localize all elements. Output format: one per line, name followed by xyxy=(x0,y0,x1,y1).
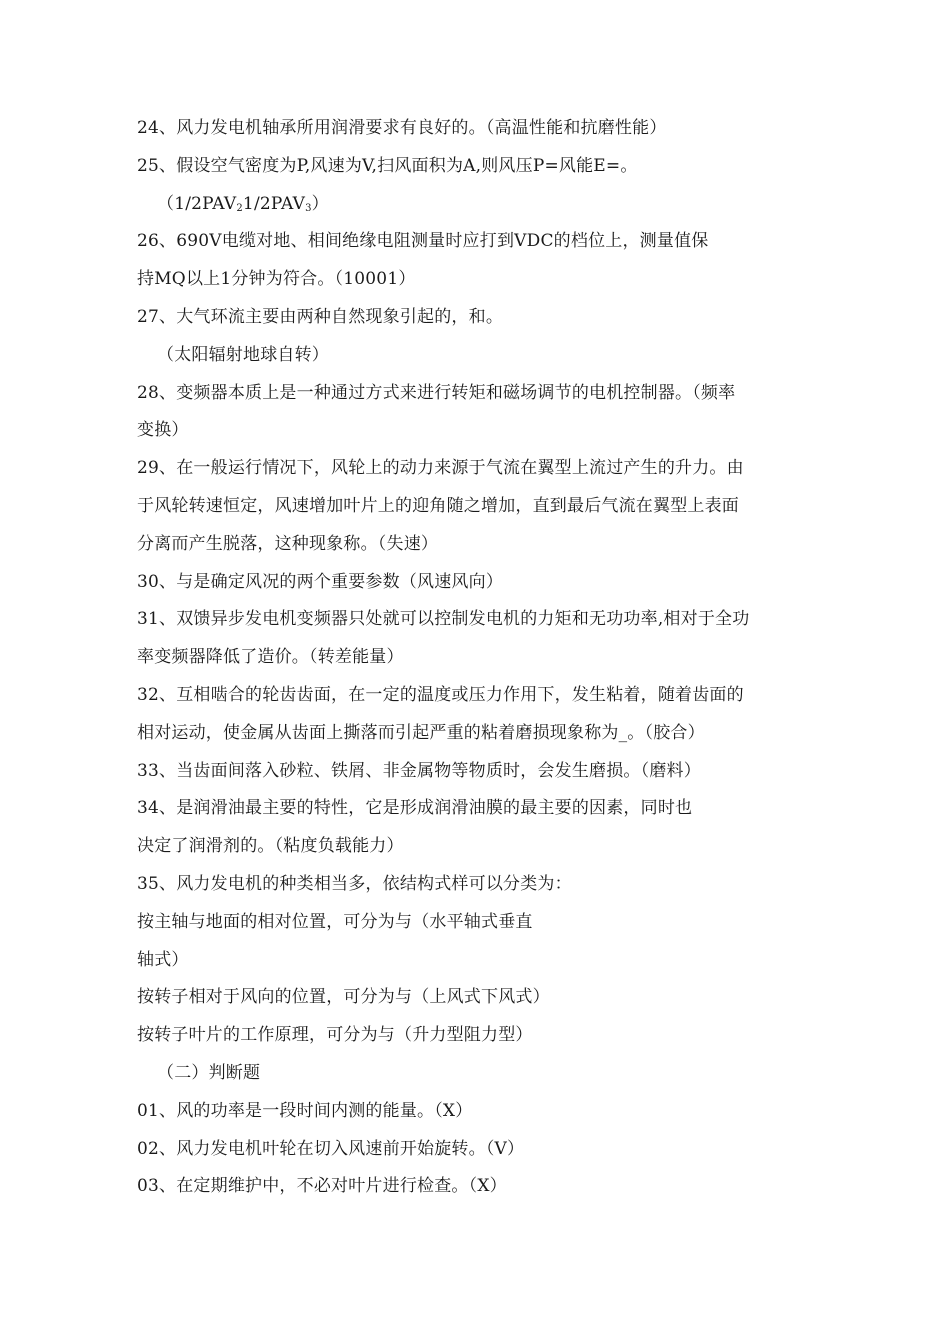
question-35-line-1: 35、风力发电机的种类相当多，依结构式样可以分类为： xyxy=(137,873,572,894)
question-26-line-2: 持MQ以上1分钟为符合。（10001） xyxy=(137,269,416,290)
question-33: 33、当齿面间落入砂粒、铁屑、非金属物等物质时，会发生磨损。（磨料） xyxy=(137,760,701,781)
question-35-line-4: 按转子相对于风向的位置，可分为与（上风式下风式） xyxy=(137,987,550,1008)
question-29-line-3: 分离而产生脱落，这种现象称。（失速） xyxy=(137,533,439,554)
question-27-line-1: 27、大气环流主要由两种自然现象引起的，和。 xyxy=(137,306,504,327)
document-body xyxy=(137,110,827,1206)
question-29-line-1: 29、在一般运行情况下，风轮上的动力来源于气流在翼型上流过产生的升力。由 xyxy=(137,458,744,479)
question-35-line-5: 按转子叶片的工作原理，可分为与（升力型阻力型） xyxy=(137,1025,533,1046)
formula-subscript-2: 3 xyxy=(305,202,312,214)
question-34-line-1: 34、是润滑油最主要的特性，它是形成润滑油膜的最主要的因素，同时也 xyxy=(137,798,693,819)
question-31-line-1: 31、双馈异步发电机变频器只处就可以控制发电机的力矩和无功功率,相对于全功 xyxy=(137,609,750,630)
question-35-line-3: 轴式） xyxy=(137,949,189,970)
judgment-01: 01、风的功率是一段时间内测的能量。（X） xyxy=(137,1100,473,1121)
question-28-line-2: 变换） xyxy=(137,420,189,441)
formula-subscript-1: 2 xyxy=(236,202,243,214)
question-24: 24、风力发电机轴承所用润滑要求有良好的。（高温性能和抗磨性能） xyxy=(137,118,667,138)
formula-part-1: （1/2PAV xyxy=(157,193,237,214)
judgment-02: 02、风力发电机叶轮在切入风速前开始旋转。（V） xyxy=(137,1138,525,1159)
question-29-line-2: 于风轮转速恒定，风速增加叶片上的迎角随之增加，直到最后气流在翼型上表面 xyxy=(137,495,739,516)
question-34-line-2: 决定了润滑剂的。（粘度负载能力） xyxy=(137,836,404,857)
formula-part-3: ） xyxy=(311,193,329,214)
question-32-line-2: 相对运动，使金属从齿面上撕落而引起严重的粘着磨损现象称为_。（胶合） xyxy=(137,722,705,743)
formula-part-2: 1/2PAV xyxy=(242,193,306,214)
section-heading-judgment: （二）判断题 xyxy=(157,1062,261,1083)
question-27-answer: （太阳辐射地球自转） xyxy=(157,344,329,365)
question-25-answer xyxy=(137,186,827,224)
question-28-line-1: 28、变频器本质上是一种通过方式来进行转矩和磁场调节的电机控制器。（频率 xyxy=(137,382,736,403)
judgment-03: 03、在定期维护中，不必对叶片进行检查。（X） xyxy=(137,1176,507,1197)
question-26-line-1: 26、690V电缆对地、相间绝缘电阻测量时应打到VDC的档位上，测量值保 xyxy=(137,231,709,252)
question-30: 30、与是确定风况的两个重要参数（风速风向） xyxy=(137,571,504,592)
question-35-line-2: 按主轴与地面的相对位置，可分为与（水平轴式垂直 xyxy=(137,911,533,932)
question-31-line-2: 率变频器降低了造价。（转差能量） xyxy=(137,647,404,668)
question-32-line-1: 32、互相啮合的轮齿齿面，在一定的温度或压力作用下，发生粘着，随着齿面的 xyxy=(137,684,744,705)
question-25-line-1: 25、假设空气密度为P,风速为V,扫风面积为A,则风压P=风能E=。 xyxy=(137,155,638,176)
